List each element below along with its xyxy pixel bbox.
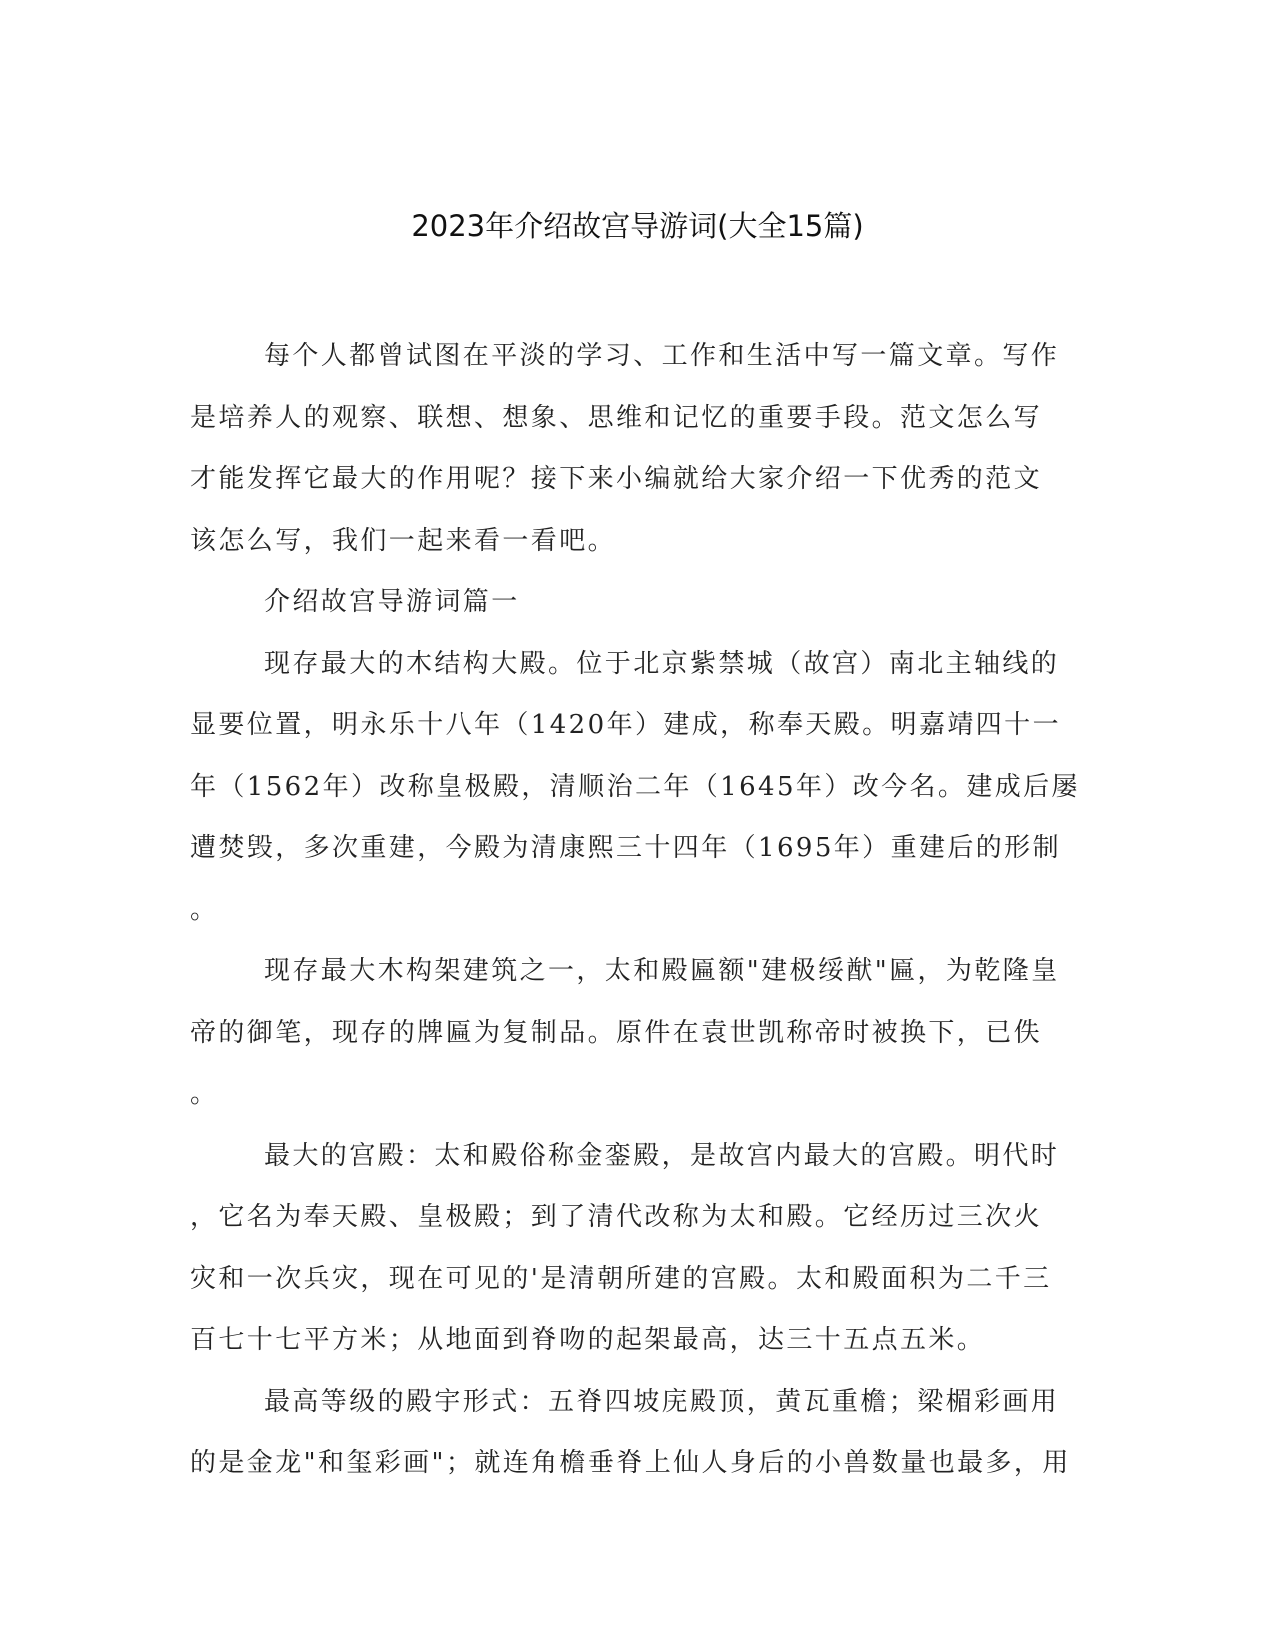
paragraph-history (190, 634, 1080, 942)
text-line: 现存最大的木结构大殿。位于北京紫禁城（故宫）南北主轴线的 (264, 648, 1060, 679)
text-line: 最大的宫殿：太和殿俗称金銮殿，是故宫内最大的宫殿。明代时 (264, 1140, 1060, 1171)
text-line: 。 (190, 1079, 219, 1109)
text-line: 百七十七平方米；从地面到脊吻的起架最高，达三十五点五米。 (190, 1325, 986, 1355)
paragraph-roof-style (190, 1372, 1080, 1495)
text-line: 。 (190, 894, 219, 925)
text-line: 年（1562年）改称皇极殿，清顺治二年（1645年）改今名。建成后屡 (190, 771, 1080, 802)
text-line: 帝的御笔，现存的牌匾为复制品。原件在袁世凯称帝时被换下，已佚 (190, 1017, 1043, 1048)
text-line: ，它名为奉天殿、皇极殿；到了清代改称为太和殿。它经历过三次火 (190, 1202, 1043, 1232)
document-body (190, 326, 1080, 1495)
text-line: 现存最大木构架建筑之一，太和殿匾额"建极绥猷"匾，为乾隆皇 (264, 956, 1060, 986)
text-line: 每个人都曾试图在平淡的学习、工作和生活中写一篇文章。写作 (264, 341, 1060, 371)
text-line: 该怎么写，我们一起来看一看吧。 (190, 525, 617, 556)
text-line: 介绍故宫导游词篇一 (264, 587, 520, 617)
text-line: 的是金龙"和玺彩画"；就连角檐垂脊上仙人身后的小兽数量也最多，用 (190, 1448, 1071, 1478)
text-line: 灾和一次兵灾，现在可见的'是清朝所建的宫殿。太和殿面积为二千三 (190, 1263, 1052, 1294)
section-heading (190, 572, 1080, 634)
text-line: 才能发挥它最大的作用呢？接下来小编就给大家介绍一下优秀的范文 (190, 464, 1043, 494)
text-line: 遭焚毁，多次重建，今殿为清康熙三十四年（1695年）重建后的形制 (190, 833, 1061, 863)
paragraph-intro (190, 326, 1080, 572)
paragraph-plaque (190, 941, 1080, 1126)
text-line: 是培养人的观察、联想、想象、思维和记忆的重要手段。范文怎么写 (190, 402, 1043, 433)
text-line: 显要位置，明永乐十八年（1420年）建成，称奉天殿。明嘉靖四十一 (190, 710, 1061, 740)
text-line: 最高等级的殿宇形式：五脊四坡庑殿顶，黄瓦重檐；梁楣彩画用 (264, 1386, 1060, 1417)
document-title: 2023年介绍故宫导游词(大全15篇) (411, 209, 864, 243)
paragraph-largest-palace (190, 1126, 1080, 1372)
